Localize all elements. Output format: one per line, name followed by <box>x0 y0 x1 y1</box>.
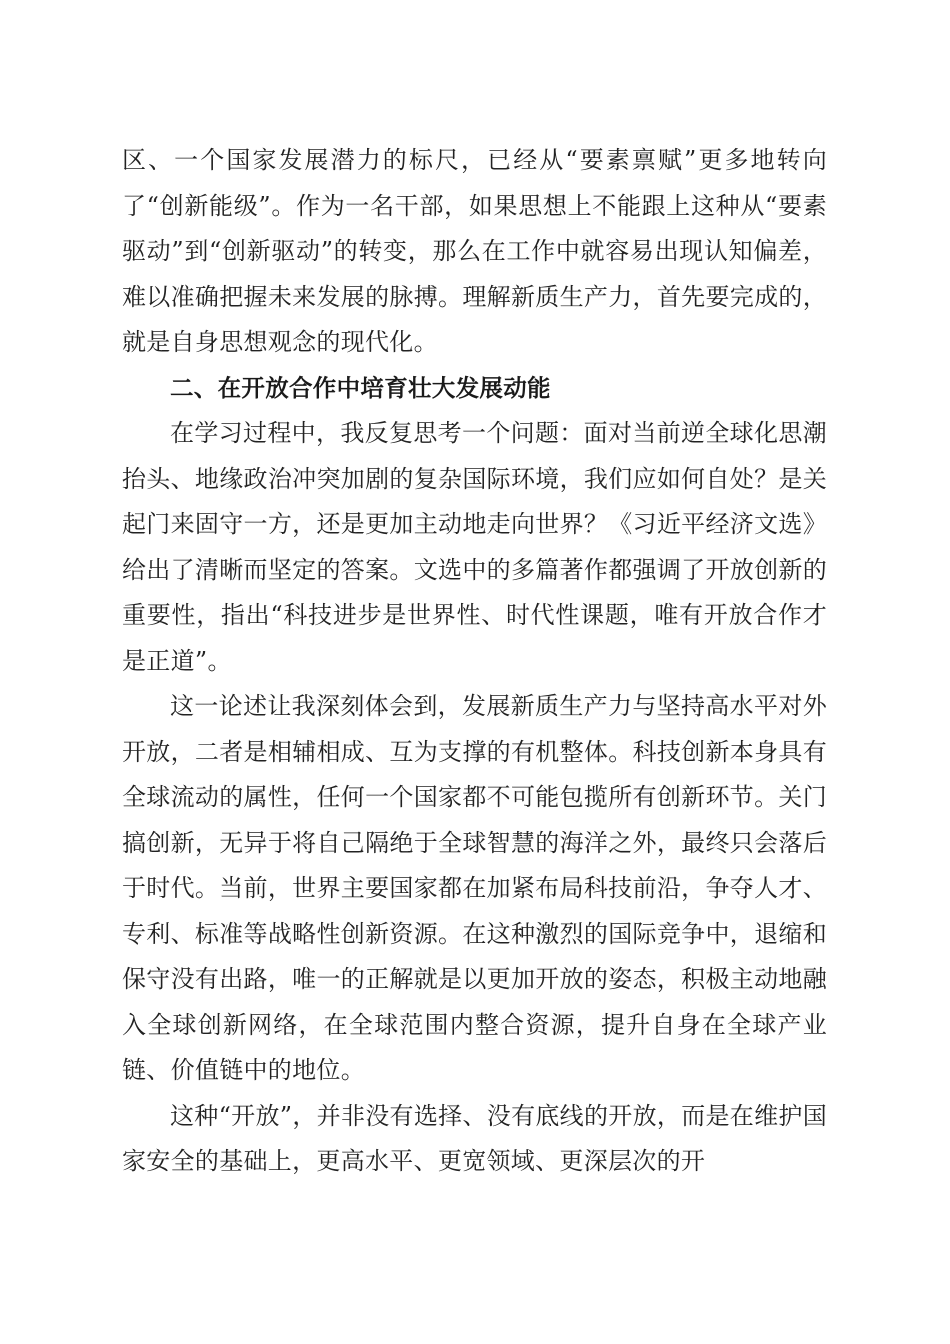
paragraph-body: 这一论述让我深刻体会到，发展新质生产力与坚持高水平对外开放，二者是相辅相成、互为支撑的有机整体。科技创新本身具有全球流动的属性，任何一个国家都不可能包揽所有创新环节。关门搞创新，无异于将自己隔绝于全球智慧的海洋之外，最终只会落后于时代。当前，世界主要国家都在加紧布局科技前沿，争夺人才、专利、标准等战略性创新资源。在这种激烈的国际竞争中，退缩和保守没有出路，唯一的正解就是以更加开放的姿态，积极主动地融入全球创新网络，在全球范围内整合资源，提升自身在全球产业链、价值链中的地位。 <box>122 692 827 1084</box>
section-heading: 二、在开放合作中培育壮大发展动能 <box>170 373 551 402</box>
paragraph-body: 在学习过程中，我反复思考一个问题：面对当前逆全球化思潮抬头、地缘政治冲突加剧的复杂国际环境，我们应如何自处？是关起门来固守一方，还是更加主动地走向世界？《习近平经济文选》给出了清晰而坚定的答案。文选中的多篇著作都强调了开放创新的重要性，指出“科技进步是世界性、时代性课题，唯有开放合作才是正道”。 <box>122 419 827 675</box>
paragraph-body: 这种“开放”，并非没有选择、没有底线的开放，而是在维护国家安全的基础上，更高水平、更宽领域、更深层次的开 <box>122 1101 827 1175</box>
paragraph-continuation: 区、一个国家发展潜力的标尺，已经从“要素禀赋”更多地转向了“创新能级”。作为一名干部，如果思想上不能跟上这种从“要素驱动”到“创新驱动”的转变，那么在工作中就容易出现认知偏差，难以准确把握未来发展的脉搏。理解新质生产力，首先要完成的，就是自身思想观念的现代化。 <box>122 146 827 356</box>
document-body <box>122 138 827 1185</box>
